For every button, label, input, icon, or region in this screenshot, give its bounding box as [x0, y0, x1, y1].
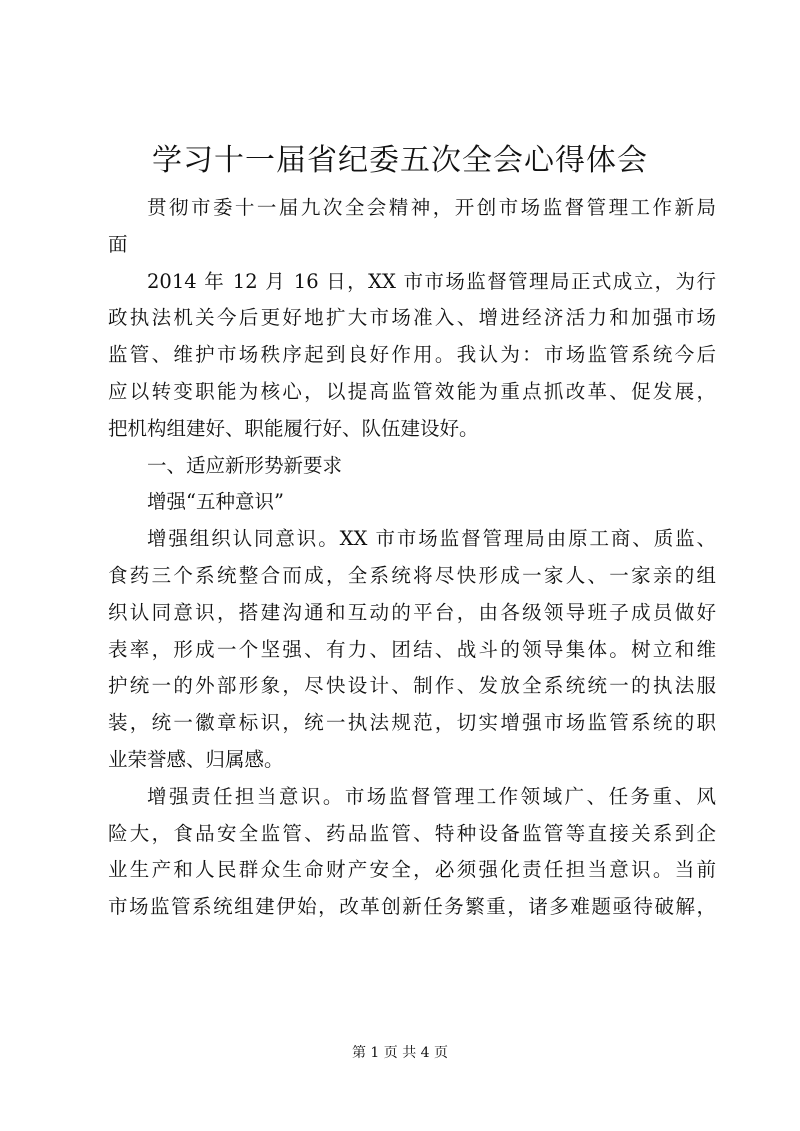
subsection-heading — [108, 484, 716, 521]
text-line: 贯彻市委十一届九次全会精神，开创市场监督管理工作新局 — [147, 196, 716, 219]
text-line: 险大，食品安全监管、药品监管、特种设备监管等直接关系到企 — [108, 821, 716, 845]
text-line: 市场监管系统组建伊始，改革创新任务繁重，诸多难题亟待破解， — [108, 895, 716, 919]
text-line: 政执法机关今后更好地扩大市场准入、增进经济活力和加强市场 — [108, 306, 716, 330]
text-line: 把机构组建好、职能履行好、队伍建设好。 — [108, 416, 479, 440]
text-line: 业生产和人民群众生命财产安全，必须强化责任担当意识。当前 — [108, 858, 716, 882]
text-line: 织认同意识，搭建沟通和互动的平台，由各级领导班子成员做好 — [108, 600, 716, 624]
text-line: 表率，形成一个坚强、有力、团结、战斗的领导集体。树立和维 — [108, 637, 716, 661]
document-body — [108, 190, 716, 926]
page-title: 学习十一届省纪委五次全会心得体会 — [152, 143, 648, 178]
text-line: 监管、维护市场秩序起到良好作用。我认为：市场监管系统今后 — [108, 343, 716, 367]
section-heading — [108, 448, 716, 485]
text-line: 护统一的外部形象，尽快设计、制作、发放全系统统一的执法服 — [108, 674, 716, 698]
text-line: 增强组织认同意识。XX 市市场监督管理局由原工商、质监、 — [147, 527, 716, 551]
text-line: 业荣誉感、归属感。 — [108, 747, 284, 771]
paragraph — [108, 521, 716, 779]
text-line: 面 — [108, 232, 128, 256]
text-line: 应以转变职能为核心，以提高监管效能为重点抓改革、促发展， — [108, 379, 716, 403]
paragraph — [108, 779, 716, 926]
text-line: 装，统一徽章标识，统一执法规范，切实增强市场监管系统的职 — [108, 711, 716, 735]
text-line: 2014 年 12 月 16 日，XX 市市场监督管理局正式成立，为行 — [147, 269, 716, 293]
page-number-footer: 第 1 页 共 4 页 — [351, 1045, 449, 1061]
paragraph — [108, 190, 716, 264]
text-line: 增强“五种意识” — [147, 490, 284, 514]
text-line: 食药三个系统整合而成，全系统将尽快形成一家人、一家亲的组 — [108, 563, 716, 587]
text-line: 一、适应新形势新要求 — [147, 453, 343, 477]
paragraph — [108, 264, 716, 448]
text-line: 增强责任担当意识。市场监督管理工作领域广、任务重、风 — [147, 784, 716, 808]
